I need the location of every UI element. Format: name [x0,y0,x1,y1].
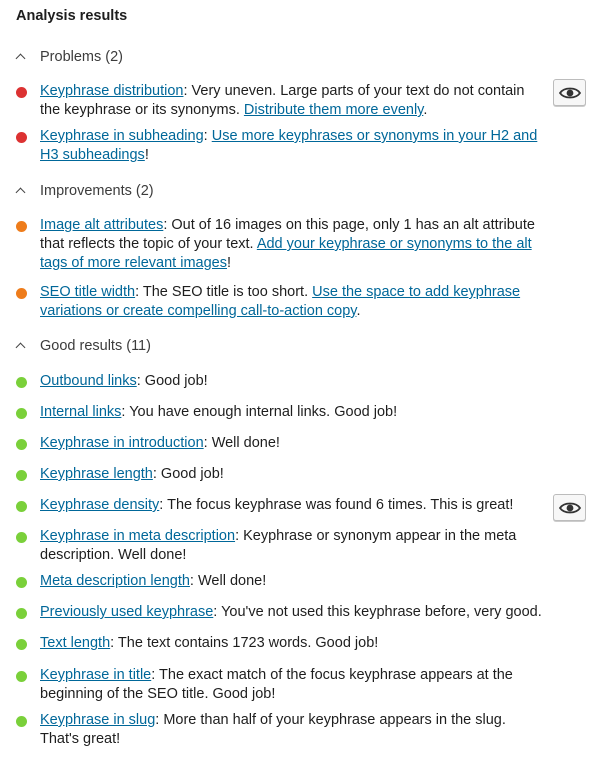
meta-description-length-link[interactable]: Meta description length [40,573,190,589]
keyphrase-distribution-link[interactable]: Keyphrase distribution [40,83,184,99]
text-length-link[interactable]: Text length [40,635,111,651]
seo-title-width-link[interactable]: SEO title width [40,284,136,300]
good-bullet-icon [16,671,27,682]
section-good-toggle[interactable] [16,335,151,357]
analysis-title: Analysis results [16,8,128,24]
list-item: SEO title width: The SEO title is too short. Use the space to add keyphrase variations or create compelling call-to-action copy. [16,283,546,321]
outbound-links-link[interactable]: Outbound links [40,373,137,389]
internal-links-link[interactable]: Internal links [40,404,122,420]
good-bullet-icon [16,408,27,419]
good-bullet-icon [16,716,27,727]
good-bullet-icon [16,577,27,588]
section-label: Problems (2) [40,49,123,65]
good-bullet-icon [16,439,27,450]
good-bullet-icon [16,532,27,543]
distribute-link[interactable]: Distribute them more evenly [243,102,424,118]
keyphrase-subheading-link[interactable]: Keyphrase in subheading [40,128,204,144]
highlight-eye-button[interactable] [553,79,586,106]
alt-tags-fix-link[interactable]: Add your keyphrase or synonyms to the alt tags of more relevant images [40,236,532,271]
list-item: Previously used keyphrase: You've not used this keyphrase before, very good. [16,603,546,622]
chevron-up-icon [16,341,26,351]
previously-used-keyphrase-link[interactable]: Previously used keyphrase [40,604,214,620]
highlight-eye-button[interactable] [553,494,586,521]
good-bullet-icon [16,639,27,650]
keyphrase-introduction-link[interactable]: Keyphrase in introduction [40,435,204,451]
section-label: Good results (11) [40,338,151,354]
section-problems-toggle[interactable] [16,46,123,68]
list-item: Keyphrase density: The focus keyphrase was found 6 times. This is great! [16,496,546,515]
keyphrase-length-link[interactable]: Keyphrase length [40,466,153,482]
subheading-fix-link[interactable]: Use more keyphrases or synonyms in your H2 and H3 subheadings [40,128,538,163]
keyphrase-title-link[interactable]: Keyphrase in title [40,667,152,683]
list-item: Image alt attributes: Out of 16 images on this page, only 1 has an alt attribute that reflects the topic of your text. Add your keyphrase or synonyms to the alt tags of more relevant images! [16,216,546,273]
image-alt-link[interactable]: Image alt attributes [40,217,164,233]
improvement-bullet-icon [16,221,27,232]
list-item: Outbound links: Good job! [16,372,546,391]
good-bullet-icon [16,470,27,481]
good-bullet-icon [16,377,27,388]
keyphrase-meta-description-link[interactable]: Keyphrase in meta description [40,528,236,544]
list-item: Keyphrase in title: The exact match of the focus keyphrase appears at the beginning of the SEO title. Good job! [16,666,546,704]
chevron-up-icon [16,52,26,62]
section-improvements-toggle[interactable] [16,180,154,202]
keyphrase-density-link[interactable]: Keyphrase density [40,497,160,513]
list-item: Keyphrase in meta description: Keyphrase or synonym appear in the meta description. Well done! [16,527,546,565]
keyphrase-slug-link[interactable]: Keyphrase in slug [40,712,156,728]
list-item: Text length: The text contains 1723 words. Good job! [16,634,546,653]
problem-bullet-icon [16,132,27,143]
list-item: Internal links: You have enough internal links. Good job! [16,403,546,422]
list-item: Keyphrase in subheading: Use more keyphrases or synonyms in your H2 and H3 subheadings! [16,127,546,165]
list-item: Meta description length: Well done! [16,572,546,591]
list-item: Keyphrase in introduction: Well done! [16,434,546,453]
good-bullet-icon [16,608,27,619]
improvement-bullet-icon [16,288,27,299]
list-item: Keyphrase in slug: More than half of your keyphrase appears in the slug. That's great! [16,711,546,749]
chevron-up-icon [16,186,26,196]
list-item: Keyphrase length: Good job! [16,465,546,484]
section-label: Improvements (2) [40,183,154,199]
problem-bullet-icon [16,87,27,98]
title-space-fix-link[interactable]: Use the space to add keyphrase variations or create compelling call-to-action copy [40,284,521,319]
good-bullet-icon [16,501,27,512]
list-item: Keyphrase distribution: Very uneven. Large parts of your text do not contain the keyphrase or its synonyms. Distribute them more evenly. [16,82,546,120]
eye-icon [559,501,581,515]
eye-icon [559,86,581,100]
